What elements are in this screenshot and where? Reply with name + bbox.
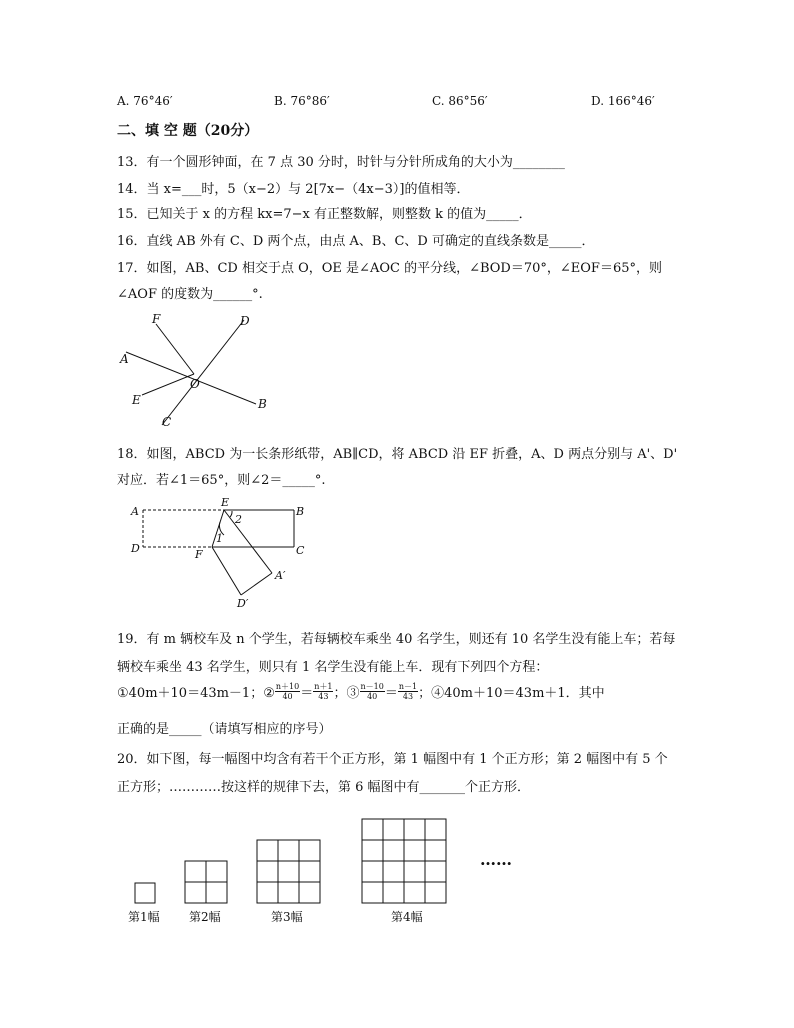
question-20-line2: 正方形；…………按这样的规律下去，第 6 幅图中有_______个正方形． [117,780,531,795]
caption-4: 第4幅 [391,910,423,924]
grid-1 [135,883,155,903]
grid-2 [185,861,227,903]
ray-oe [142,374,194,395]
option-a: A. 76°46′ [117,94,173,108]
label-a: A [131,505,139,518]
question-14: 14．当 x=___时，5（x−2）与 2[7x−（4x−3）]的值相等． [117,182,470,197]
question-16: 16．直线 AB 外有 C、D 两个点，由点 A、B、C、D 可确定的直线条数是_____． [117,234,595,249]
question-19-line1: 19．有 m 辆校车及 n 个学生，若每辆校车乘坐 40 名学生，则还有 10 名学生没有能上车；若每 [117,632,676,647]
fraction-2-left: $\frac{n+10}{40}$ [275,682,300,701]
figure-18 [125,495,305,615]
figure-20 [120,815,540,930]
option-d: D. 166°46′ [591,94,655,108]
label-b: B [296,505,305,518]
equation-1: ①40m＋10＝43m－1；② [117,686,275,701]
label-d: D [131,542,140,555]
fraction-3-right: $\frac{n-1}{43}$ [398,682,418,701]
edge-ad [241,573,272,595]
fraction-3-left: $\frac{n-10}{40}$ [360,682,384,701]
label-d-prime: D′ [237,597,249,610]
label-o: O [190,377,200,391]
question-17-line2: ∠AOF 的度数为______°. [117,287,263,302]
edge-ea [224,510,272,573]
label-1: 1 [216,532,223,545]
question-18-line1: 18．如图，ABCD 为一长条形纸带，AB∥CD，将 ABCD 沿 EF 折叠，A、D 两点分别与 A'、D' [117,447,678,462]
label-d: D [240,314,250,328]
label-f: F [195,548,203,561]
fraction-2-right: $\frac{n+1}{43}$ [314,682,333,701]
label-b: B [258,397,267,411]
label-2: 2 [235,513,242,526]
equation-4: ；④40m＋10＝43m＋1．其中 [418,686,605,701]
continuation-dots: …… [480,850,512,869]
label-e: E [132,393,141,407]
question-15: 15．已知关于 x 的方程 kx=7−x 有正整数解，则整数 k 的值为_____． [117,207,532,222]
label-c: C [162,415,172,429]
question-20-line1: 20．如下图，每一幅图中均含有若干个正方形，第 1 幅图中有 1 个正方形；第 2 幅图中有 5 个 [117,752,668,767]
label-f: F [152,312,161,326]
caption-1: 第1幅 [128,910,160,924]
label-e: E [221,496,230,509]
question-13: 13．有一个圆形钟面，在 7 点 30 分时，时针与分针所成角的大小为________ [117,155,565,170]
caption-2: 第2幅 [189,910,221,924]
option-c: C. 86°56′ [432,94,488,108]
figure-17 [112,308,282,433]
grid-3 [257,840,320,903]
angle-2-arc [230,511,232,517]
option-b: B. 76°86′ [274,94,330,108]
equals-2: ＝ [300,686,314,701]
question-19-equations [117,682,605,701]
question-17-line1: 17．如图，AB、CD 相交于点 O，OE 是∠AOC 的平分线，∠BOD＝70°，∠EOF＝65°，则 [117,261,662,276]
equals-3: ＝ [384,686,398,701]
question-19-line4: 正确的是_____（请填写相应的序号） [117,722,332,737]
question-19-line2: 辆校车乘坐 43 名学生，则只有 1 名学生没有能上车．现有下列四个方程： [117,660,549,675]
grid-4 [362,819,446,903]
question-18-line2: 对应．若∠1＝65°，则∠2＝_____°. [117,473,326,488]
section-title: 二、填 空 题（20分） [117,123,259,139]
label-c: C [296,544,305,557]
line-cd [162,320,244,425]
caption-3: 第3幅 [271,910,303,924]
edge-fd [212,547,241,595]
label-a: A [120,352,129,366]
separator-3: ；③ [333,686,360,701]
label-a-prime: A′ [275,569,286,582]
